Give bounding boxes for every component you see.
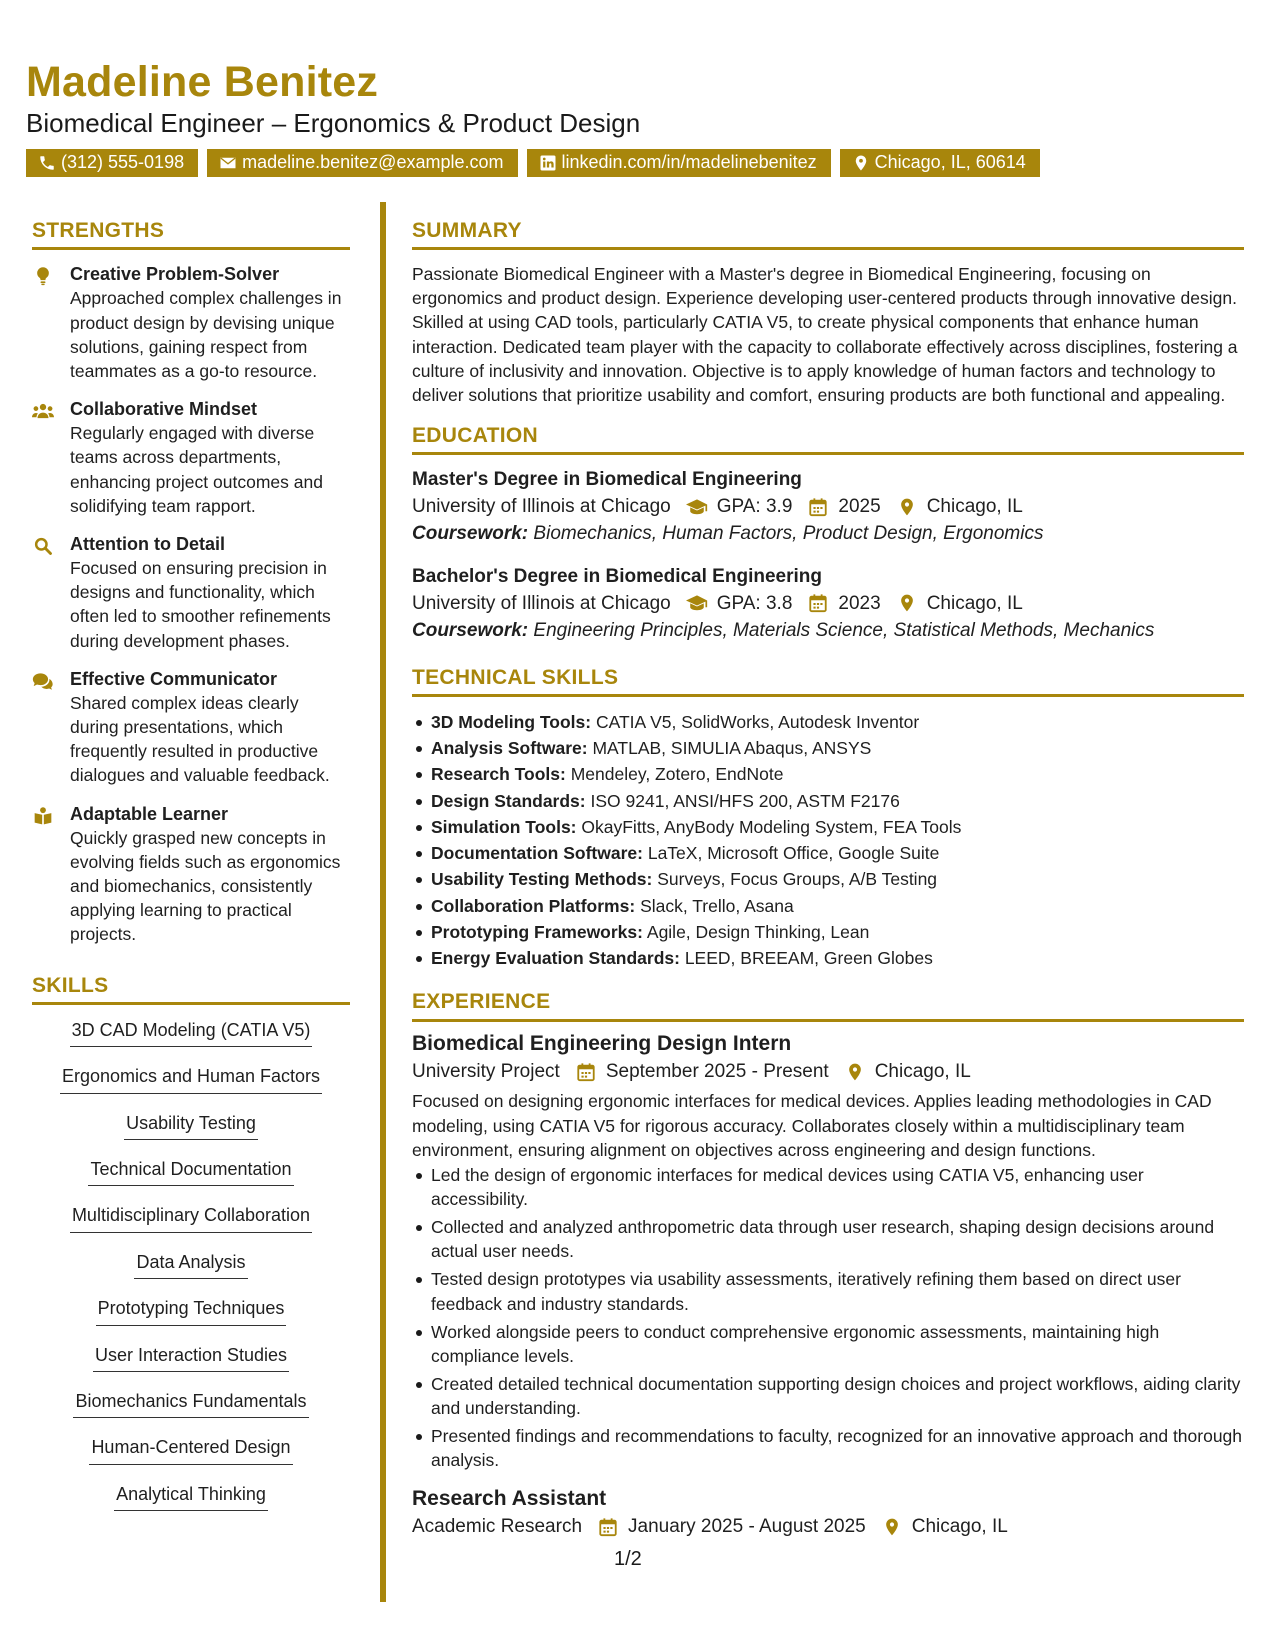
technical-skill-value: Agile, Design Thinking, Lean: [646, 921, 870, 942]
job-dates: January 2025 - August 2025: [628, 1515, 866, 1537]
technical-skill-value: Surveys, Focus Groups, A/B Testing: [657, 869, 938, 890]
strength-item: [32, 397, 350, 518]
strength-item: [32, 667, 350, 788]
job-bullet: Collected and analyzed anthropometric data through user research, shaping design decisions around actual user needs.: [412, 1215, 1244, 1263]
degree-title: Master's Degree in Biomedical Engineering: [412, 469, 802, 491]
contact-email-text: madeline.benitez@example.com: [242, 152, 504, 173]
resume-header: [26, 58, 1256, 177]
school-name: University of Illinois at Chicago: [412, 495, 671, 517]
candidate-headline: Biomedical Engineer – Ergonomics & Product Design: [26, 108, 641, 139]
summary-heading: SUMMARY: [412, 218, 1244, 250]
skill-tag: Human-Centered Design: [89, 1434, 292, 1464]
magnifier-icon: [32, 536, 54, 556]
skills-list: [32, 1017, 350, 1527]
contact-email[interactable]: [207, 149, 517, 177]
education-entry: [412, 467, 1244, 548]
technical-skill-value: LaTeX, Microsoft Office, Google Suite: [647, 843, 940, 864]
contact-linkedin[interactable]: [527, 149, 831, 177]
education-meta: [412, 590, 1244, 618]
graduation-year: 2025: [838, 495, 881, 517]
technical-skill-label: 3D Modeling Tools:: [431, 711, 592, 732]
envelope-icon: [219, 154, 237, 172]
technical-skill-label: Analysis Software:: [431, 738, 588, 759]
technical-skill-item: [412, 919, 1244, 945]
experience-entry: [412, 1030, 1244, 1473]
calendar-icon: [807, 497, 829, 517]
strength-desc: Focused on ensuring precision in designs and functionality, which often led to smoother refinements during development phases.: [70, 558, 331, 651]
technical-skill-item: [412, 893, 1244, 919]
job-bullet: Created detailed technical documentation supporting design choices and project workflows, aiding clarity and understanding.: [412, 1372, 1244, 1420]
school-name: University of Illinois at Chicago: [412, 592, 671, 614]
skill-tag: Biomechanics Fundamentals: [73, 1388, 308, 1418]
technical-skill-label: Collaboration Platforms:: [431, 895, 636, 916]
technical-skills-heading: TECHNICAL SKILLS: [412, 665, 1244, 697]
technical-skill-label: Documentation Software:: [431, 843, 643, 864]
strength-title: Creative Problem-Solver: [70, 264, 280, 285]
job-bullet: Tested design prototypes via usability assessments, iteratively refining them based on direct user feedback and industry standards.: [412, 1267, 1244, 1315]
job-bullets: [412, 1163, 1244, 1473]
skill-tag: Ergonomics and Human Factors: [60, 1063, 322, 1093]
coursework-list: Biomechanics, Human Factors, Product Design, Ergonomics: [533, 523, 1044, 545]
technical-skill-value: Mendeley, Zotero, EndNote: [570, 764, 784, 785]
right-column: [412, 218, 1244, 1540]
job-bullet: Led the design of ergonomic interfaces for medical devices using CATIA V5, enhancing user accessibility.: [412, 1163, 1244, 1211]
users-icon: [32, 401, 54, 421]
location-pin-icon: [844, 1062, 866, 1082]
contact-bar: [26, 149, 1256, 177]
technical-skill-label: Usability Testing Methods:: [431, 869, 653, 890]
contact-phone[interactable]: [26, 149, 198, 177]
education-meta: [412, 493, 1244, 521]
experience-entry: [412, 1485, 1244, 1541]
linkedin-icon: [539, 154, 557, 172]
candidate-name: Madeline Benitez: [26, 58, 379, 106]
graduation-cap-icon: [686, 593, 708, 613]
education-location: Chicago, IL: [926, 495, 1023, 517]
reader-icon: [32, 806, 54, 826]
technical-skills-list: [412, 709, 1244, 972]
contact-linkedin-text: linkedin.com/in/madelinebenitez: [561, 152, 817, 173]
strength-title: Attention to Detail: [70, 533, 225, 554]
education-location: Chicago, IL: [926, 592, 1023, 614]
technical-skill-item: [412, 761, 1244, 787]
job-dates: September 2025 - Present: [605, 1060, 829, 1082]
job-org: University Project: [412, 1060, 560, 1082]
education-entry: [412, 564, 1244, 645]
lightbulb-icon: [32, 266, 54, 286]
technical-skill-item: [412, 814, 1244, 840]
job-bullet: Worked alongside peers to conduct comprehensive ergonomic assessments, maintaining high compliance levels.: [412, 1320, 1244, 1368]
location-pin-icon: [896, 593, 918, 613]
coursework-label: Coursework:: [412, 523, 529, 545]
graduation-year: 2023: [838, 592, 881, 614]
coursework: [412, 520, 1244, 548]
summary-text: Passionate Biomedical Engineer with a Master's degree in Biomedical Engineering, focusing on ergonomics and product design. Experience developing user-centered products through innovative design. Skilled at using CAD tools, particularly CATIA V5, to create physical components that enhance human interaction. Dedicated team player with the capacity to collaborate effectively across disciplines, fostering a culture of inclusivity and innovation. Objective is to apply knowledge of human factors and technology to deliver solutions that prioritize usability and comfort, ensuring products are both functional and appealing.: [412, 264, 1238, 405]
coursework: [412, 617, 1244, 645]
skill-tag: 3D CAD Modeling (CATIA V5): [70, 1017, 313, 1047]
technical-skill-label: Energy Evaluation Standards:: [431, 948, 680, 969]
education-heading: EDUCATION: [412, 423, 1244, 455]
strength-desc: Quickly grasped new concepts in evolving fields such as ergonomics and biomechanics, consistently applying learning to practical projects.: [70, 827, 341, 945]
strength-desc: Regularly engaged with diverse teams across departments, enhancing project outcomes and solidifying team rapport.: [70, 423, 323, 516]
location-pin-icon: [881, 1517, 903, 1537]
strength-item: [32, 262, 350, 383]
job-title: Biomedical Engineering Design Intern: [412, 1031, 792, 1055]
page-number: 1/2: [614, 1548, 642, 1570]
skill-tag: Analytical Thinking: [114, 1481, 268, 1511]
coursework-label: Coursework:: [412, 620, 529, 642]
job-bullet: Presented findings and recommendations to faculty, recognized for an innovative approach and thorough analysis.: [412, 1424, 1244, 1472]
job-location: Chicago, IL: [874, 1060, 971, 1082]
skills-heading: SKILLS: [32, 973, 350, 1005]
job-location: Chicago, IL: [911, 1515, 1008, 1537]
skill-tag: Data Analysis: [134, 1249, 247, 1279]
technical-skill-item: [412, 735, 1244, 761]
technical-skill-value: MATLAB, SIMULIA Abaqus, ANSYS: [592, 738, 872, 759]
technical-skill-item: [412, 788, 1244, 814]
technical-skill-label: Prototyping Frameworks:: [431, 921, 643, 942]
technical-skill-value: OkayFitts, AnyBody Modeling System, FEA Tools: [581, 816, 962, 837]
gpa: GPA: 3.8: [716, 592, 793, 614]
strength-item: [32, 532, 350, 653]
strength-title: Effective Communicator: [70, 668, 278, 689]
coursework-list: Engineering Principles, Materials Science, Statistical Methods, Mechanics: [533, 620, 1155, 642]
technical-skill-value: CATIA V5, SolidWorks, Autodesk Inventor: [595, 711, 920, 732]
strength-title: Collaborative Mindset: [70, 399, 258, 420]
strengths-heading: STRENGTHS: [32, 218, 350, 250]
technical-skill-label: Simulation Tools:: [431, 816, 577, 837]
location-pin-icon: [852, 154, 870, 172]
strength-item: [32, 802, 350, 947]
contact-phone-text: (312) 555-0198: [61, 152, 185, 173]
strength-desc: Approached complex challenges in product design by devising unique solutions, gaining respect from teammates as a go-to resource.: [70, 288, 342, 381]
technical-skill-value: ISO 9241, ANSI/HFS 200, ASTM F2176: [590, 790, 900, 811]
graduation-cap-icon: [686, 497, 708, 517]
contact-location: [840, 149, 1040, 177]
job-description: Focused on designing ergonomic interfaces for medical devices. Applies leading methodologies in CAD modeling, using CATIA V5 for rigorous accuracy. Collaborates closely within a multidisciplinary team environment, ensuring alignment on objectives across engineering and design functions.: [412, 1091, 1212, 1160]
technical-skill-label: Design Standards:: [431, 790, 586, 811]
left-column: [32, 218, 350, 1527]
location-pin-icon: [896, 497, 918, 517]
skill-tag: Usability Testing: [124, 1110, 258, 1140]
job-meta: [412, 1513, 1244, 1541]
skill-tag: Multidisciplinary Collaboration: [70, 1202, 312, 1232]
calendar-icon: [807, 593, 829, 613]
degree-title: Bachelor's Degree in Biomedical Engineering: [412, 565, 822, 587]
gpa: GPA: 3.9: [716, 495, 793, 517]
chat-bubbles-icon: [32, 671, 54, 691]
contact-location-text: Chicago, IL, 60614: [874, 152, 1026, 173]
skill-tag: Technical Documentation: [88, 1156, 293, 1186]
technical-skill-item: [412, 709, 1244, 735]
experience-heading: EXPERIENCE: [412, 989, 1244, 1021]
calendar-icon: [575, 1062, 597, 1082]
phone-icon: [38, 154, 56, 172]
skill-tag: Prototyping Techniques: [96, 1295, 287, 1325]
column-divider: [380, 202, 386, 1602]
technical-skill-value: LEED, BREEAM, Green Globes: [684, 948, 933, 969]
skill-tag: User Interaction Studies: [93, 1342, 289, 1372]
technical-skill-label: Research Tools:: [431, 764, 566, 785]
job-meta: [412, 1058, 1244, 1086]
job-title: Research Assistant: [412, 1486, 607, 1510]
technical-skill-item: [412, 945, 1244, 971]
technical-skill-value: Slack, Trello, Asana: [640, 895, 794, 916]
calendar-icon: [597, 1517, 619, 1537]
strength-desc: Shared complex ideas clearly during presentations, which frequently resulted in productive dialogues and valuable feedback.: [70, 693, 330, 786]
technical-skill-item: [412, 840, 1244, 866]
technical-skill-item: [412, 866, 1244, 892]
strength-title: Adaptable Learner: [70, 803, 229, 824]
job-org: Academic Research: [412, 1515, 583, 1537]
